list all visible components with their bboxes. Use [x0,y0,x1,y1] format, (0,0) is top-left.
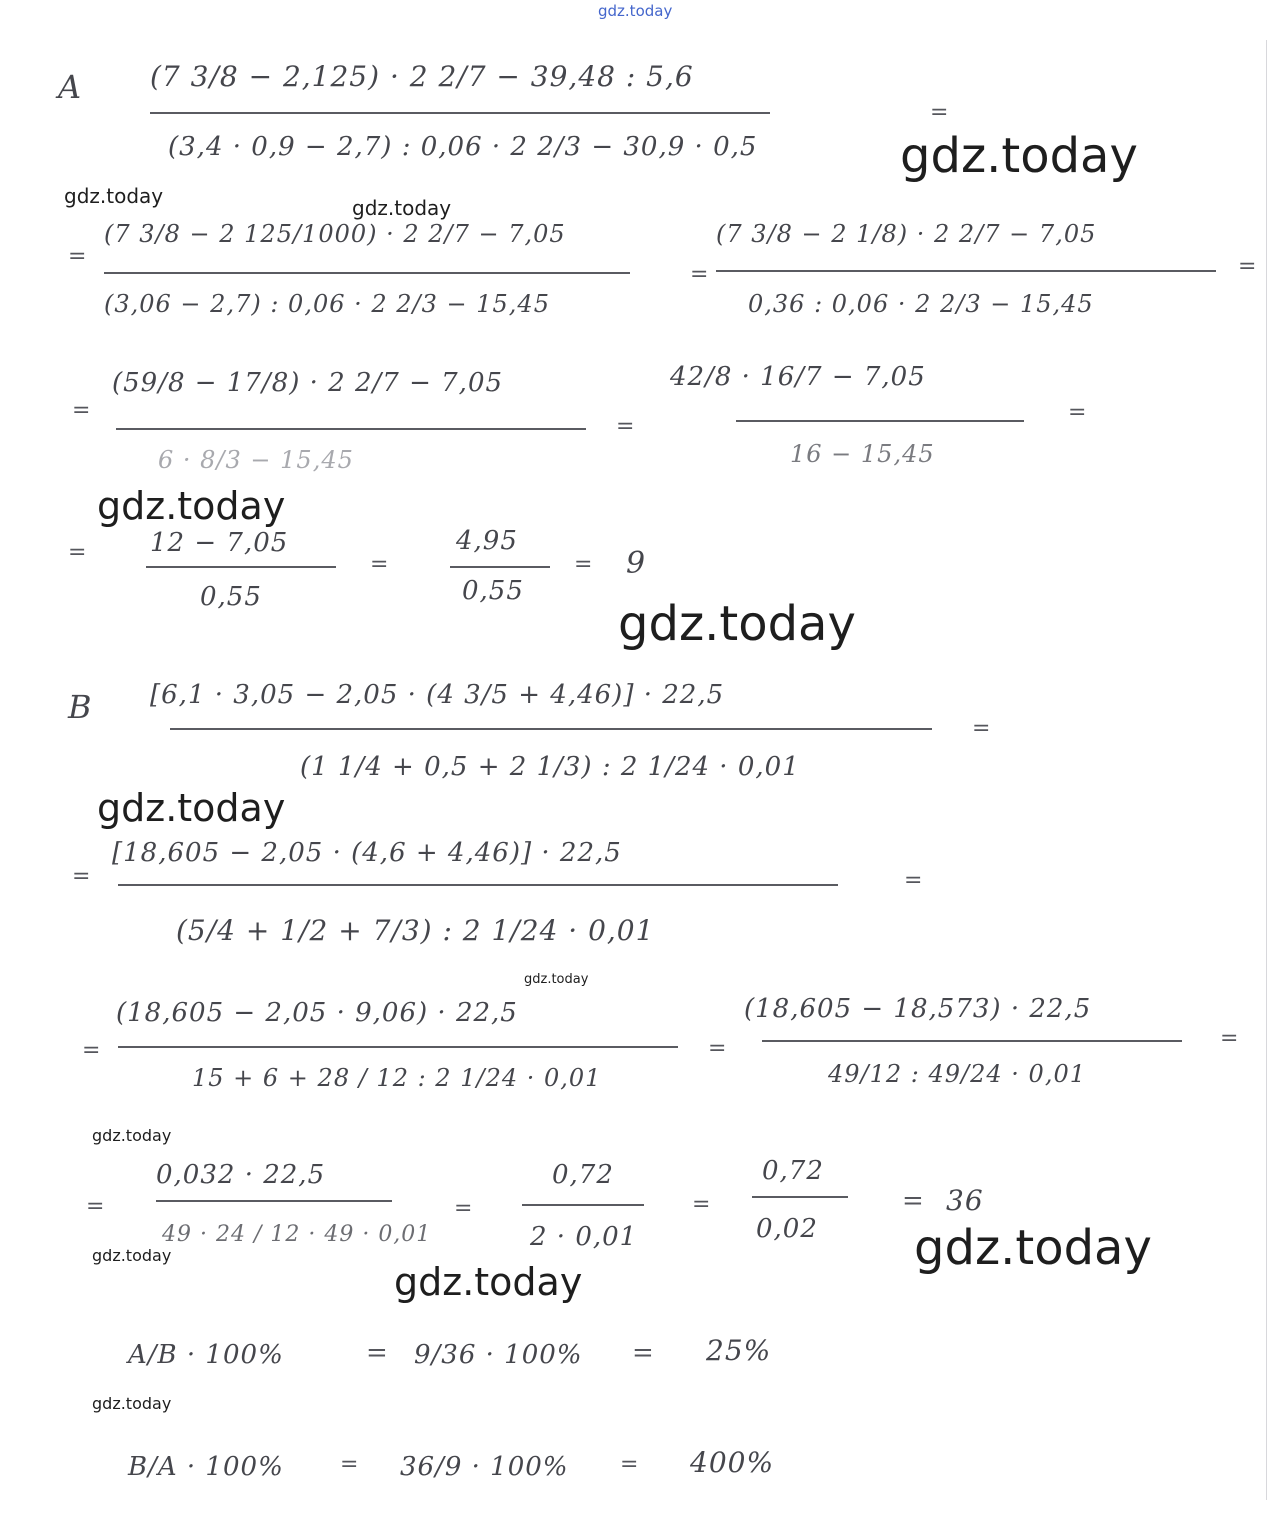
part-a-line1-numerator: (7 3/8 − 2,125) · 2 2/7 − 39,48 : 5,6 [150,60,694,93]
part-a-line4-denominator-2: 0,55 [462,576,524,606]
part-b-line3-numerator-right: (18,605 − 18,573) · 22,5 [744,994,1092,1024]
equals-sign: = [904,868,923,893]
part-b-line3-bar-right [762,1040,1182,1042]
part-a-line3-bar-left [116,428,586,430]
equals-sign: = [616,414,635,439]
equals-sign: = [68,540,87,565]
equals-sign: = [68,244,87,269]
ratio-ba-mid: 36/9 · 100% [400,1452,569,1482]
part-a-line1-denominator: (3,4 · 0,9 − 2,7) : 0,06 · 2 2/3 − 30,9 · 0,5 [168,132,758,162]
watermark-1: gdz.today [900,128,1138,184]
equals-sign: = [82,1038,101,1063]
part-a-line4-bar-2 [450,566,550,568]
watermark-top: gdz.today [598,2,673,20]
part-b-line4-denominator-3: 0,02 [756,1214,818,1244]
ratio-ba-result: 400% [690,1446,775,1479]
part-a-line4-numerator-2: 4,95 [456,526,518,556]
watermark-2: gdz.today [64,184,164,208]
part-b-line4-denominator-1: 49 · 24 / 12 · 49 · 0,01 [162,1222,432,1247]
part-a-line2-bar-right [716,270,1216,272]
ratio-ab-mid: 9/36 · 100% [414,1340,583,1370]
equals-sign: = [902,1186,924,1216]
equals-sign: = [930,100,949,125]
part-b-line4-bar-2 [522,1204,644,1206]
equals-sign: = [690,262,709,287]
part-a-line4-bar-1 [146,566,336,568]
equals-sign: = [72,398,91,423]
part-b-line2-numerator: [18,605 − 2,05 · (4,6 + 4,46)] · 22,5 [112,838,622,868]
part-b-line1-denominator: (1 1/4 + 0,5 + 2 1/3) : 2 1/24 · 0,01 [300,752,800,782]
ratio-ab-left: A/B · 100% [128,1340,284,1370]
part-b-line2-bar [118,884,838,886]
part-b-label: B [68,688,93,726]
part-b-line4-numerator-2: 0,72 [552,1160,614,1190]
equals-sign: = [366,1338,388,1368]
part-a-line3-numerator-left: (59/8 − 17/8) · 2 2/7 − 7,05 [112,368,504,398]
watermark-8: gdz.today [92,1126,172,1145]
watermark-9: gdz.today [914,1220,1152,1276]
watermark-12: gdz.today [92,1394,172,1413]
ratio-ab-result: 25% [706,1334,772,1367]
part-a-label: A [58,68,83,106]
watermark-3: gdz.today [352,196,452,220]
equals-sign: = [692,1192,711,1217]
part-b-line4-denominator-2: 2 · 0,01 [530,1222,638,1252]
part-a-line2-bar-left [104,272,630,274]
equals-sign: = [370,552,389,577]
part-b-line3-denominator-right: 49/12 : 49/24 · 0,01 [828,1060,1086,1088]
ratio-ba-left: B/A · 100% [128,1452,284,1482]
equals-sign: = [86,1194,105,1219]
part-b-line3-bar-left [118,1046,678,1048]
page-edge-line [1266,40,1267,1500]
part-a-line2-denominator-right: 0,36 : 0,06 · 2 2/3 − 15,45 [748,290,1094,318]
equals-sign: = [1238,254,1257,279]
watermark-6: gdz.today [97,786,286,830]
watermark-7: gdz.today [524,972,589,987]
part-a-line2-denominator-left: (3,06 − 2,7) : 0,06 · 2 2/3 − 15,45 [104,290,550,318]
equals-sign: = [972,716,991,741]
part-a-line2-numerator-right: (7 3/8 − 2 1/8) · 2 2/7 − 7,05 [716,220,1097,248]
part-b-line3-denominator-left: 15 + 6 + 28 / 12 : 2 1/24 · 0,01 [192,1064,602,1092]
part-b-line3-numerator-left: (18,605 − 2,05 · 9,06) · 22,5 [116,998,518,1028]
part-a-line4-denominator-1: 0,55 [200,582,262,612]
part-a-line3-numerator-right: 42/8 · 16/7 − 7,05 [670,362,926,392]
part-a-line3-bar-right [736,420,1024,422]
equals-sign: = [620,1452,639,1477]
part-b-line4-numerator-1: 0,032 · 22,5 [156,1160,326,1190]
part-a-line3-denominator-right: 16 − 15,45 [790,440,935,468]
part-a-line3-denominator-left: 6 · 8/3 − 15,45 [158,446,354,474]
watermark-5: gdz.today [618,596,856,652]
part-b-line4-numerator-3: 0,72 [762,1156,824,1186]
part-b-line1-bar [170,728,932,730]
part-b-line2-denominator: (5/4 + 1/2 + 7/3) : 2 1/24 · 0,01 [176,914,655,947]
equals-sign: = [340,1452,359,1477]
equals-sign: = [708,1036,727,1061]
equals-sign: = [72,864,91,889]
equals-sign: = [574,552,593,577]
part-a-line4-numerator-1: 12 − 7,05 [150,528,289,558]
equals-sign: = [632,1338,654,1368]
equals-sign: = [1220,1026,1239,1051]
equals-sign: = [1068,400,1087,425]
watermark-11: gdz.today [394,1260,583,1304]
part-b-line1-numerator: [6,1 · 3,05 − 2,05 · (4 3/5 + 4,46)] · 22,5 [150,680,725,710]
part-b-line4-bar-3 [752,1196,848,1198]
part-b-line4-bar-1 [156,1200,392,1202]
part-a-result: 9 [626,546,647,581]
part-a-line2-numerator-left: (7 3/8 − 2 125/1000) · 2 2/7 − 7,05 [104,220,566,248]
watermark-4: gdz.today [97,484,286,528]
watermark-10: gdz.today [92,1246,172,1265]
equals-sign: = [454,1196,473,1221]
part-a-line1-bar [150,112,770,114]
part-b-result: 36 [946,1184,984,1217]
